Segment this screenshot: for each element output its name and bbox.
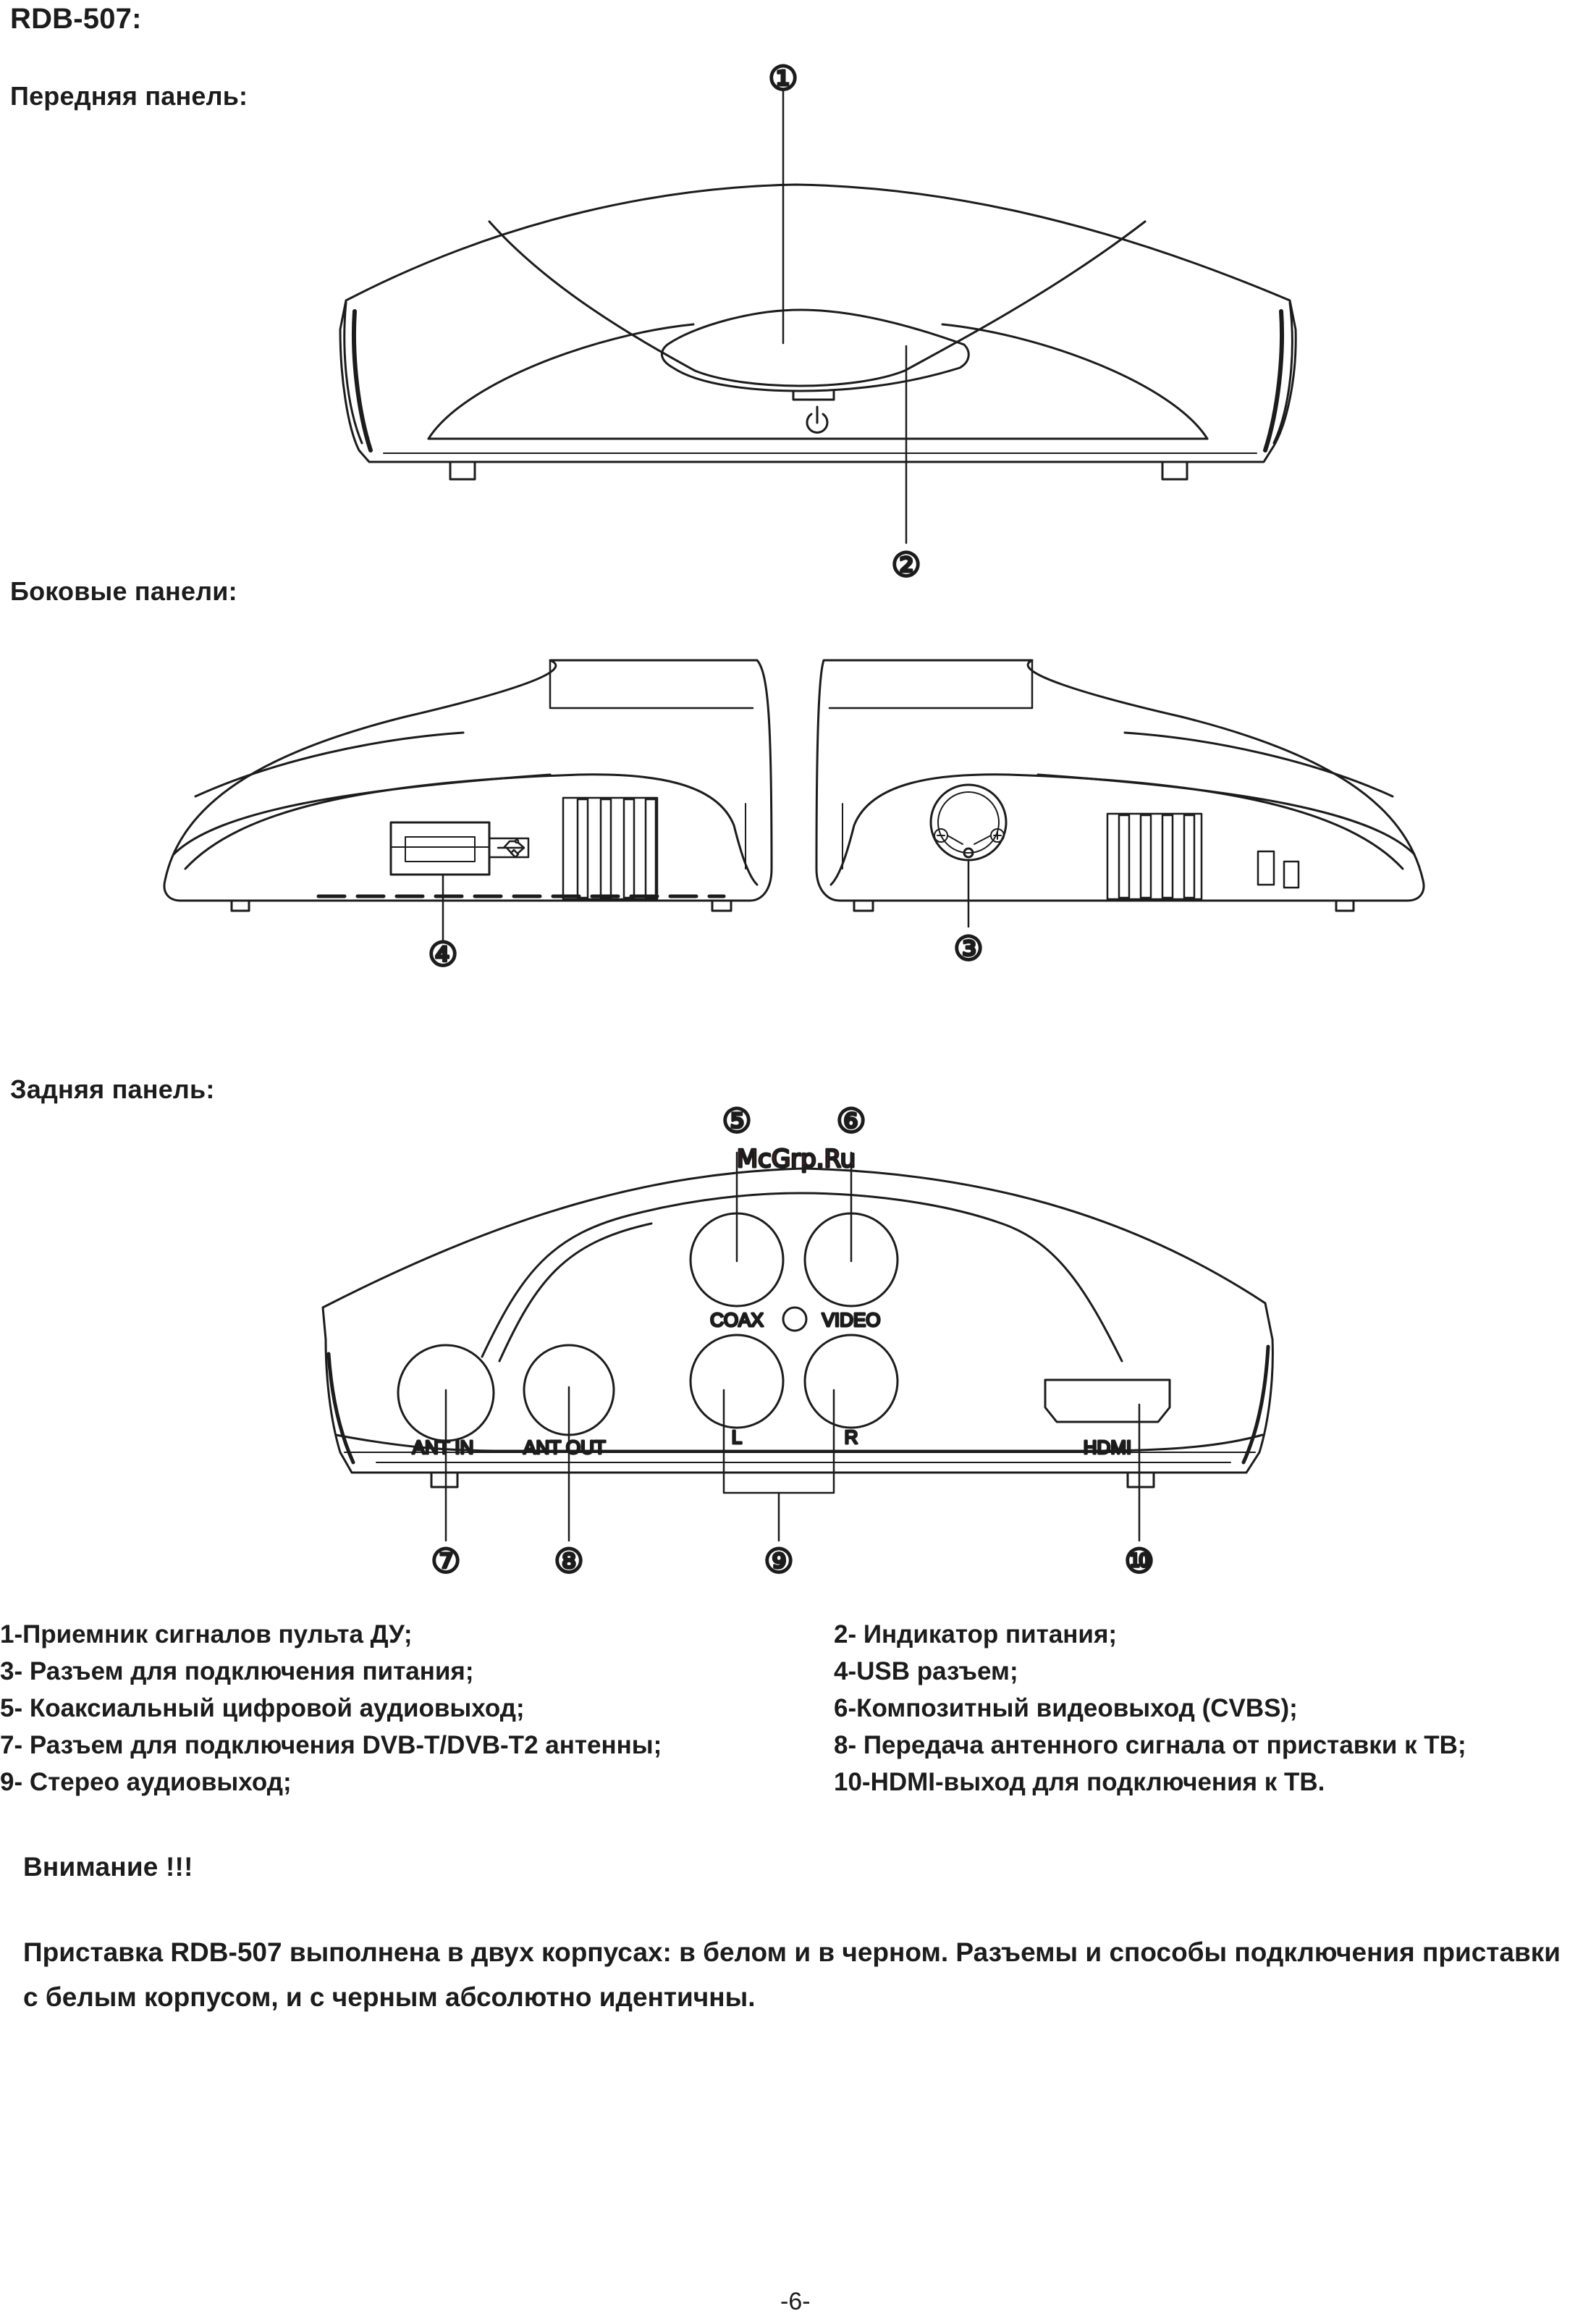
led-hole	[783, 1308, 806, 1331]
callout-6: ⑥	[836, 1101, 866, 1140]
callout-4: ④	[428, 935, 458, 974]
legend-item-5: 5- Коаксиальный цифровой аудиовыход;	[0, 1694, 525, 1722]
front-panel-heading: Передняя панель:	[10, 81, 248, 111]
legend-item-7: 7- Разъем для подключения DVB-T/DVB-T2 антенны;	[0, 1731, 662, 1759]
callout-3: ③	[953, 929, 984, 968]
callout-1: ①	[768, 59, 798, 98]
legend-item-6: 6-Композитный видеовыход (CVBS);	[834, 1694, 1298, 1722]
left-side-view-drawing	[164, 660, 772, 941]
audio-r-label: R	[844, 1426, 858, 1448]
right-vent-slots	[1107, 814, 1202, 899]
callout-9: ⑨	[764, 1541, 794, 1580]
page-number: -6-	[780, 2288, 811, 2315]
rear-view-drawing	[323, 1153, 1272, 1541]
rear-panel-heading: Задняя панель:	[10, 1074, 215, 1104]
audio-l-label: L	[731, 1426, 743, 1448]
callout-10: ⑩	[1124, 1541, 1154, 1580]
left-vent-slots	[563, 798, 657, 899]
hdmi-port	[1045, 1380, 1170, 1422]
callout-7: ⑦	[431, 1541, 461, 1580]
notice-body: Приставка RDB-507 выполнена в двух корпусах: в белом и в черном. Разъемы и способы подключения приставки с белым корпусом, и с черным абсолютно идентичны.	[23, 1937, 1561, 2012]
callout-5: ⑤	[722, 1101, 752, 1140]
audio-r-port	[805, 1335, 898, 1428]
watermark: McGrp.Ru	[736, 1145, 856, 1174]
dc-jack-drawing	[931, 785, 1006, 860]
usb-port-drawing	[391, 822, 489, 875]
video-label: VIDEO	[822, 1309, 881, 1331]
legend-item-2: 2- Индикатор питания;	[834, 1620, 1118, 1648]
side-panels-heading: Боковые панели:	[10, 576, 237, 606]
ant-out-label: ANT OUT	[523, 1436, 606, 1458]
legend-item-9: 9- Стерео аудиовыход;	[0, 1768, 292, 1796]
ant-in-label: ANT IN	[412, 1436, 474, 1458]
callout-8: ⑧	[554, 1541, 584, 1580]
coax-label: COAX	[710, 1309, 764, 1331]
model-heading: RDB-507:	[10, 3, 142, 35]
audio-l-port	[691, 1335, 783, 1428]
legend-item-4: 4-USB разъем;	[834, 1657, 1018, 1685]
right-side-view-drawing	[816, 660, 1424, 927]
legend-item-10: 10-HDMI-выход для подключения к ТВ.	[834, 1768, 1325, 1796]
legend-left-column	[0, 1616, 662, 1801]
callout-2: ②	[891, 545, 921, 584]
front-view-drawing	[340, 90, 1296, 543]
legend-item-1: 1-Приемник сигналов пульта ДУ;	[0, 1620, 413, 1648]
usb-icon	[489, 838, 528, 857]
notice-title: Внимание !!!	[23, 1852, 193, 1882]
legend-item-8: 8- Передача антенного сигнала от приставки к ТВ;	[834, 1731, 1466, 1759]
legend-right-column	[834, 1616, 1466, 1801]
power-icon	[807, 407, 827, 432]
hdmi-label: HDMI	[1083, 1436, 1132, 1458]
legend-item-3: 3- Разъем для подключения питания;	[0, 1657, 474, 1685]
